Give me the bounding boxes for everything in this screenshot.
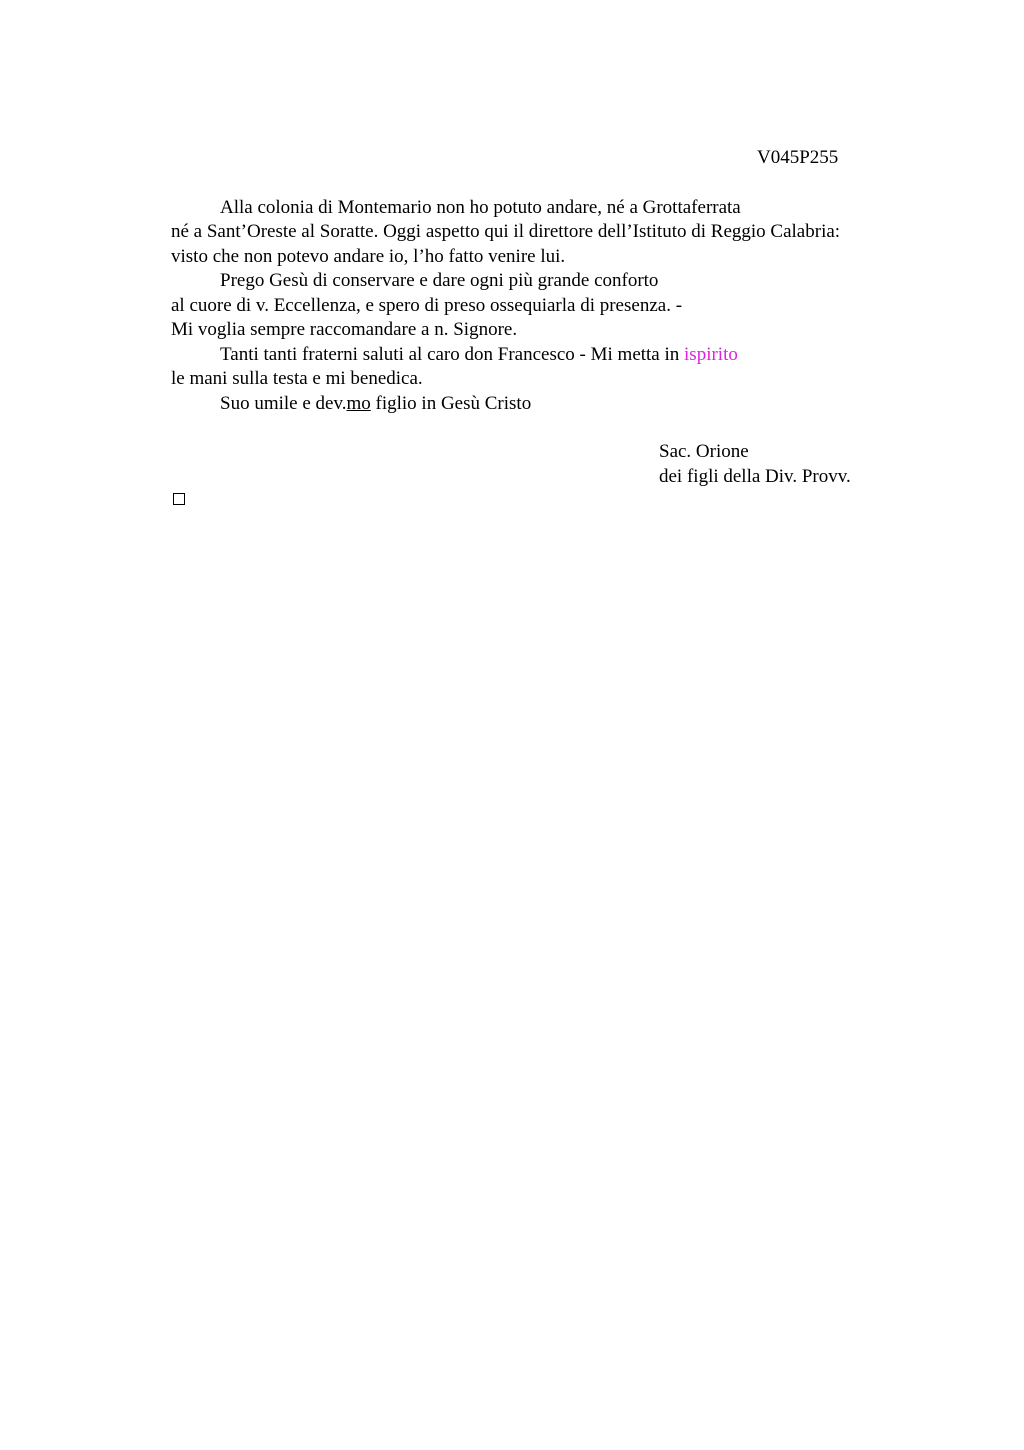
signature-title: dei figli della Div. Provv. xyxy=(659,466,851,487)
letter-line-5: al cuore di v. Eccellenza, e spero di preso ossequiarla di presenza. - xyxy=(171,295,683,316)
checkbox-icon xyxy=(173,493,185,505)
closing-text-end: figlio in Gesù Cristo xyxy=(370,393,532,414)
letter-line-6: Mi voglia sempre raccomandare a n. Signore. xyxy=(171,319,518,340)
letter-line-7 xyxy=(220,343,738,367)
closing-line xyxy=(220,392,531,416)
letter-line-8: le mani sulla testa e mi benedica. xyxy=(171,368,423,389)
letter-line-3: visto che non potevo andare io, l’ho fatto venire lui. xyxy=(171,246,566,267)
reference-code: V045P255 xyxy=(757,147,839,168)
letter-line-4: Prego Gesù di conservare e dare ogni più grande conforto xyxy=(220,270,659,291)
highlighted-word: ispirito xyxy=(684,344,738,365)
closing-text-start: Suo umile e dev. xyxy=(220,393,347,414)
letter-line-1: Alla colonia di Montemario non ho potuto andare, né a Grottaferrata xyxy=(220,197,741,218)
underlined-abbreviation: mo xyxy=(346,393,371,414)
signature-name: Sac. Orione xyxy=(659,441,749,462)
letter-line-7-text: Tanti tanti fraterni saluti al caro don Francesco - Mi metta in xyxy=(220,344,685,365)
letter-line-2: né a Sant’Oreste al Soratte. Oggi aspetto qui il direttore dell’Istituto di Reggio Calabria: xyxy=(171,221,841,242)
